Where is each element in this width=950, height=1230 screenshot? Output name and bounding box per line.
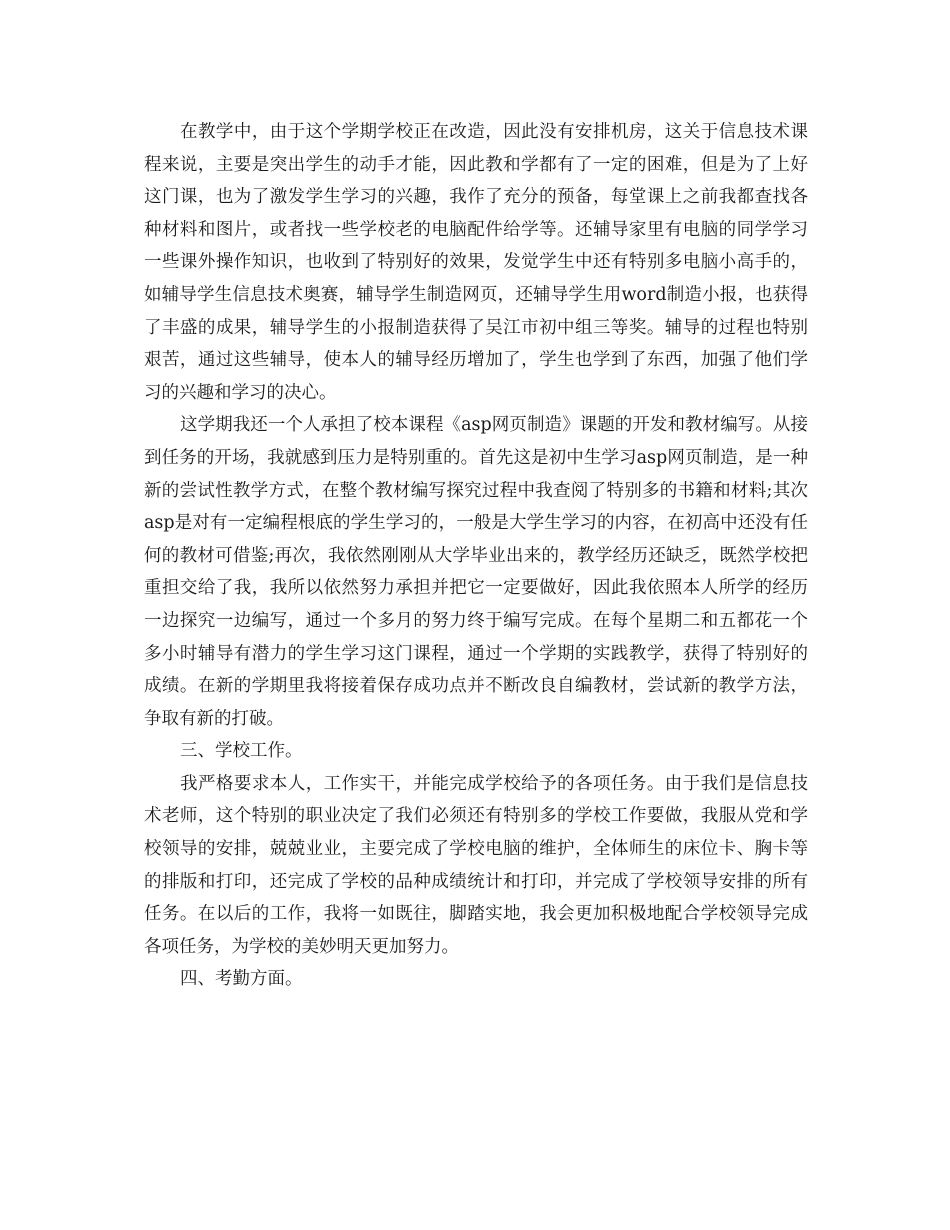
paragraph-school-work: 我严格要求本人，工作实干，并能完成学校给予的各项任务。由于我们是信息技术老师，这个特别的职业决定了我们必须还有特别多的学校工作要做，我服从党和学校领导的安排，兢兢业业，主要完成了学校电脑的维护，全体师生的床位卡、胸卡等的排版和打印，还完成了学校的品种成绩统计和打印，并完成了学校领导安排的所有任务。在以后的工作，我将一如既往，脚踏实地，我会更加积极地配合学校领导完成各项任务，为学校的美妙明天更加努力。 (144, 773, 808, 957)
section-heading-school-work: 三、学校工作。 (180, 741, 303, 762)
paragraph-school-course: 这学期我还一个人承担了校本课程《asp网页制造》课题的开发和教材编写。从接到任务的开场，我就感到压力是特别重的。首先这是初中生学习asp网页制造，是一种新的尝试性教学方式，在整个教材编写探究过程中我查阅了特别多的书籍和材料;其次asp是对有一定编程根底的学生学习的，一般是大学生学习的内容，在初高中还没有任何的教材可借鉴;再次，我依然刚刚从大学毕业出来的，教学经历还缺乏，既然学校把重担交给了我，我所以依然努力承担并把它一定要做好，因此我依照本人所学的经历一边探究一边编写，通过一个多月的努力终于编写完成。在每个星期二和五都花一个多小时辅导有潜力的学生学习这门课程，通过一个学期的实践教学，获得了特别好的成绩。在新的学期里我将接着保存成功点并不断改良自编教材，尝试新的教学方法，争取有新的打破。 (144, 415, 808, 729)
section-heading-attendance: 四、考勤方面。 (180, 969, 303, 990)
paragraph-teaching: 在教学中，由于这个学期学校正在改造，因此没有安排机房，这关于信息技术课程来说，主要是突出学生的动手才能，因此教和学都有了一定的困难，但是为了上好这门课，也为了激发学生学习的兴趣，我作了充分的预备，每堂课上之前我都查找各种材料和图片，或者找一些学校老的电脑配件给学等。还辅导家里有电脑的同学学习一些课外操作知识，也收到了特别好的效果，发觉学生中还有特别多电脑小高手的，如辅导学生信息技术奥赛，辅导学生制造网页，还辅导学生用word制造小报，也获得了丰盛的成果，辅导学生的小报制造获得了吴江市初中组三等奖。辅导的过程也特别艰苦，通过这些辅导，使本人的辅导经历增加了，学生也学到了东西，加强了他们学习的兴趣和学习的决心。 (144, 122, 808, 403)
document-body (144, 116, 808, 996)
